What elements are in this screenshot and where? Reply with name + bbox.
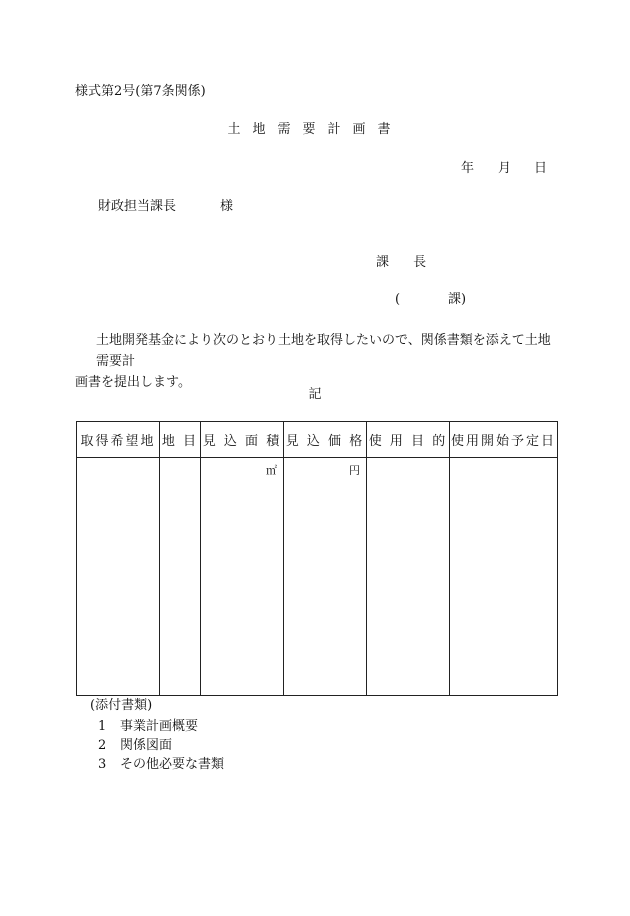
sender-dept-open: (	[395, 292, 401, 307]
header-land-category: 地 目	[160, 422, 201, 458]
header-desired-land: 取得希望地	[77, 422, 160, 458]
attachment-label: その他必要な書類	[120, 757, 225, 772]
sender-dept-close: 課)	[448, 292, 467, 307]
body-text	[75, 330, 560, 393]
cell-land-category	[160, 458, 201, 696]
document-title: 土地需要計画書	[227, 122, 403, 137]
body-line-1: 土地開発基金により次のとおり土地を取得したいので、関係書類を添えて土地需要計	[96, 333, 551, 369]
attachments-heading: (添付書類)	[90, 698, 153, 713]
attachment-label: 事業計画概要	[120, 719, 199, 734]
table-header-row	[77, 422, 558, 458]
cell-desired-land	[77, 458, 160, 696]
attachment-item	[98, 739, 172, 752]
area-unit: ㎡	[266, 464, 277, 477]
cell-purpose	[367, 458, 450, 696]
table-row	[77, 458, 558, 696]
attachment-label: 関係図面	[120, 738, 173, 753]
honorific: 様	[220, 199, 234, 214]
attachment-item	[98, 720, 198, 733]
header-purpose: 使 用 目 的	[367, 422, 450, 458]
form-number: 様式第2号(第7条関係)	[75, 84, 206, 99]
ki-heading: 記	[308, 387, 322, 402]
header-estimated-price: 見 込 価 格	[284, 422, 367, 458]
attachment-number: 2	[98, 738, 107, 753]
price-unit: 円	[349, 464, 360, 477]
attachment-item	[98, 758, 224, 771]
date-year: 年	[461, 161, 475, 176]
land-demand-table	[76, 421, 558, 696]
cell-start-date	[450, 458, 558, 696]
cell-estimated-area	[201, 458, 284, 696]
addressee: 財政担当課長	[98, 199, 177, 214]
attachment-number: 1	[98, 719, 107, 734]
header-estimated-area: 見 込 面 積	[201, 422, 284, 458]
attachment-number: 3	[98, 757, 107, 772]
date-month: 月	[498, 161, 512, 176]
body-line-2: 画書を提出します。	[75, 375, 191, 390]
header-start-date: 使用開始予定日	[450, 422, 558, 458]
sender-chief: 課 長	[376, 255, 437, 270]
date-day: 日	[534, 161, 548, 176]
cell-estimated-price	[284, 458, 367, 696]
